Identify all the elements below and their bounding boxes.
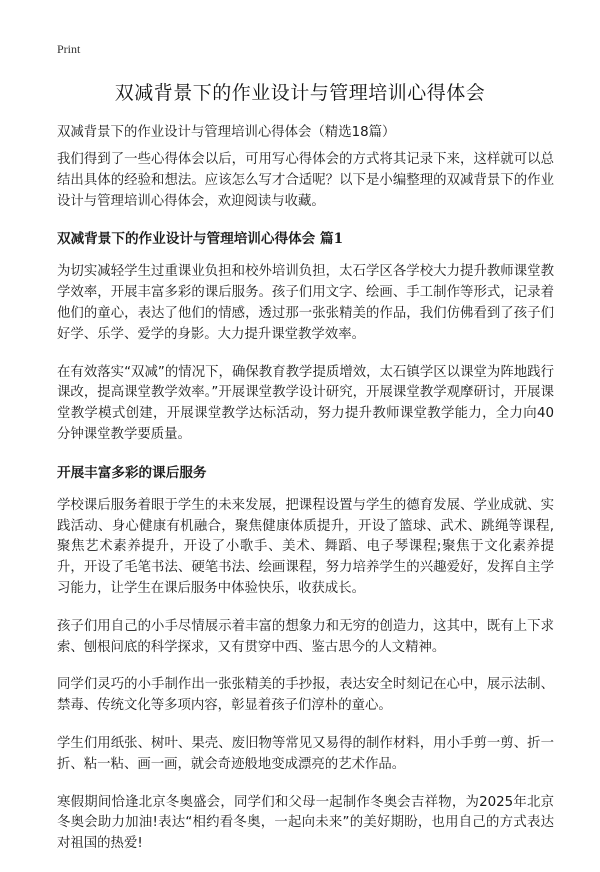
print-label: Print [57, 42, 81, 56]
intro-paragraph: 我们得到了一些心得体会以后，可用写心得体会的方式将其记录下来，这样就可以总结出具体的经验和想法。应该怎么写才合适呢？以下是小编整理的双减背景下的作业设计与管理培训心得体会，欢迎阅读与收藏。 [57, 152, 554, 209]
paragraph: 为切实减轻学生过重课业负担和校外培训负担，太石学区各学校大力提升教师课堂教学效率，开展丰富多彩的课后服务。孩子们用文字、绘画、手工制作等形式，记录着他们的童心，表达了他们的情感，透过那一张张精美的作品，我们仿佛看到了孩子们好学、乐学、爱学的身影。大力提升课堂教学效率。 [57, 264, 554, 342]
section-heading: 双减背景下的作业设计与管理培训心得体会 篇1 [57, 231, 344, 248]
paragraph: 寒假期间恰逢北京冬奥盛会，同学们和父母一起制作冬奥会吉祥物，为2025年北京冬奥会助力加油!表达“相约看冬奥，一起向未来”的美好期盼，也用自己的方式表达对祖国的热爱! [57, 794, 554, 852]
paragraph: 学生们用纸张、树叶、果壳、废旧物等常见又易得的制作材料，用小手剪一剪、折一折、粘一粘、画一画，就会奇迹般地变成漂亮的艺术作品。 [57, 735, 554, 772]
paragraph: 同学们灵巧的小手制作出一张张精美的手抄报，表达安全时刻记在心中，展示法制、禁毒、传统文化等多项内容，彰显着孩子们淳朴的童心。 [57, 677, 554, 714]
document-subtitle: 双减背景下的作业设计与管理培训心得体会（精选18篇） [57, 125, 396, 140]
paragraph: 孩子们用自己的小手尽情展示着丰富的想象力和无穷的创造力，这其中，既有上下求索、刨根问底的科学探求，又有贯穿中西、鉴古思今的人文精神。 [57, 618, 554, 655]
paragraph: 在有效落实“双减”的情况下，确保教育教学提质增效，太石镇学区以课堂为阵地践行课改，提高课堂教学效率。”开展课堂教学设计研究，开展课堂教学观摩研讨，开展课堂教学模式创建，开展课堂教学达标活动，努力提升教师课堂教学能力，全力向40分钟课堂教学要质量。 [57, 364, 554, 442]
document-body [57, 150, 554, 872]
paragraph: 学校课后服务着眼于学生的未来发展，把课程设置与学生的德育发展、学业成就、实践活动、身心健康有机融合，聚焦健康体质提升，开设了篮球、武术、跳绳等课程,聚焦艺术素养提升，开设了小歌手、美术、舞蹈、电子琴课程;聚焦于文化素养提升，开设了毛笔书法、硬笔书法、绘画课程，努力培养学生的兴趣爱好，发挥自主学习能力，让学生在课后服务中体验快乐，收获成长。 [57, 497, 554, 596]
document-title: 双减背景下的作业设计与管理培训心得体会 [114, 82, 486, 104]
section-heading: 开展丰富多彩的课后服务 [57, 464, 207, 481]
